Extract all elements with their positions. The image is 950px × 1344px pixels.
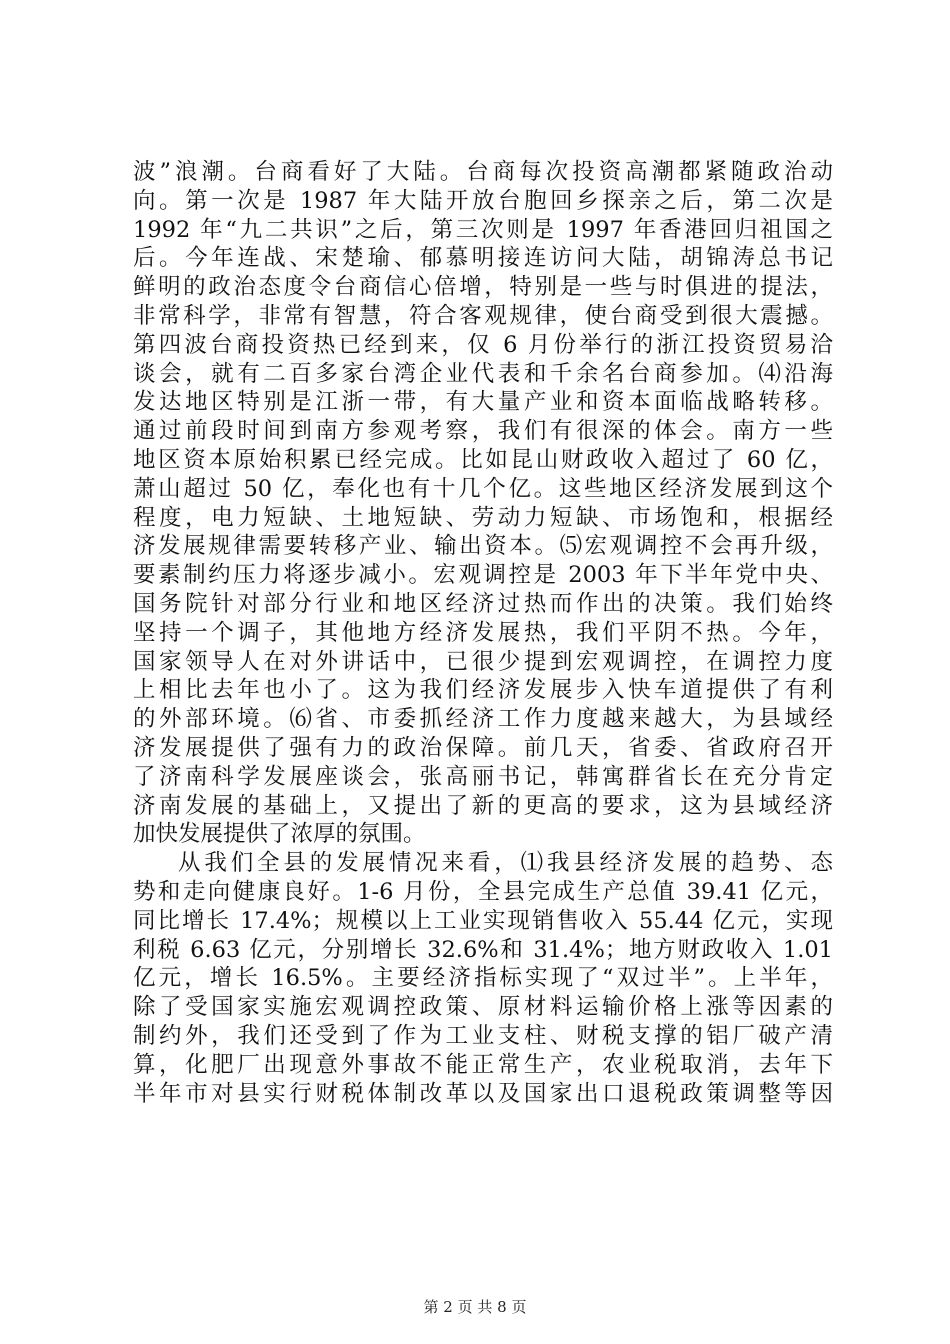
text-line: 向。第一次是 1987 年大陆开放台胞回乡探亲之后，第二次是 xyxy=(133,187,833,214)
text-line: 的外部环境。⑹省、市委抓经济工作力度越来越大，为县域经 xyxy=(133,706,833,733)
body-text xyxy=(133,158,833,1108)
text-line: 同比增长 17.4%；规模以上工业实现销售收入 55.44 亿元，实现 xyxy=(133,907,833,934)
text-line: 制约外，我们还受到了作为工业支柱、财税支撑的铝厂破产清 xyxy=(133,1022,833,1049)
text-line: 除了受国家实施宏观调控政策、原材料运输价格上涨等因素的 xyxy=(133,994,833,1021)
text-line: 济发展规律需要转移产业、输出资本。⑸宏观调控不会再升级， xyxy=(133,533,833,560)
text-line: 通过前段时间到南方参观考察，我们有很深的体会。南方一些 xyxy=(133,418,833,445)
text-line: 非常科学，非常有智慧，符合客观规律，使台商受到很大震撼。 xyxy=(133,302,833,329)
text-line: 亿元，增长 16.5%。主要经济指标实现了“双过半”。上半年， xyxy=(133,965,833,992)
text-line: 国家领导人在对外讲话中，已很少提到宏观调控，在调控力度 xyxy=(133,648,833,675)
text-line: 半年市对县实行财税体制改革以及国家出口退税政策调整等因 xyxy=(133,1080,833,1107)
text-line: 鲜明的政治态度令台商信心倍增，特别是一些与时俱进的提法， xyxy=(133,274,833,301)
text-line: 第四波台商投资热已经到来，仅 6 月份举行的浙江投资贸易洽 xyxy=(133,331,833,358)
text-line: 势和走向健康良好。1-6 月份，全县完成生产总值 39.41 亿元， xyxy=(133,878,833,905)
text-line: 程度，电力短缺、土地短缺、劳动力短缺、市场饱和，根据经 xyxy=(133,504,833,531)
text-line: 谈会，就有二百多家台湾企业代表和千余名台商参加。⑷沿海 xyxy=(133,360,833,387)
text-line: 后。今年连战、宋楚瑜、郁慕明接连访问大陆，胡锦涛总书记 xyxy=(133,245,833,272)
text-line: 波”浪潮。台商看好了大陆。台商每次投资高潮都紧随政治动 xyxy=(133,159,833,185)
text-line: 济南发展的基础上，又提出了新的更高的要求，这为县域经济 xyxy=(133,792,833,819)
text-line: 1992 年“九二共识”之后，第三次则是 1997 年香港回归祖国之 xyxy=(133,216,833,243)
text-line: 要素制约压力将逐步减小。宏观调控是 2003 年下半年党中央、 xyxy=(133,562,833,589)
text-line: 上相比去年也小了。这为我们经济发展步入快车道提供了有利 xyxy=(133,677,833,704)
text-line: 利税 6.63 亿元，分别增长 32.6%和 31.4%；地方财政收入 1.01 xyxy=(133,936,833,963)
text-line-paragraph-start: 从我们全县的发展情况来看，⑴我县经济发展的趋势、态 xyxy=(178,850,833,877)
text-line: 发达地区特别是江浙一带，有大量产业和资本面临战略转移。 xyxy=(133,389,833,416)
text-line-paragraph-end: 加快发展提供了浓厚的氛围。 xyxy=(133,821,426,848)
text-line: 坚持一个调子，其他地方经济发展热，我们平阴不热。今年， xyxy=(133,619,833,646)
text-line: 国务院针对部分行业和地区经济过热而作出的决策。我们始终 xyxy=(133,590,833,617)
text-line: 萧山超过 50 亿，奉化也有十几个亿。这些地区经济发展到这个 xyxy=(133,475,833,502)
text-line: 济发展提供了强有力的政治保障。前几天，省委、省政府召开 xyxy=(133,734,833,761)
page-number-footer: 第 2 页 共 8 页 xyxy=(423,1298,527,1316)
text-line: 地区资本原始积累已经完成。比如昆山财政收入超过了 60 亿， xyxy=(133,446,833,473)
text-line: 算，化肥厂出现意外事故不能正常生产，农业税取消，去年下 xyxy=(133,1051,833,1078)
text-line: 了济南科学发展座谈会，张高丽书记，韩寓群省长在充分肯定 xyxy=(133,763,833,790)
